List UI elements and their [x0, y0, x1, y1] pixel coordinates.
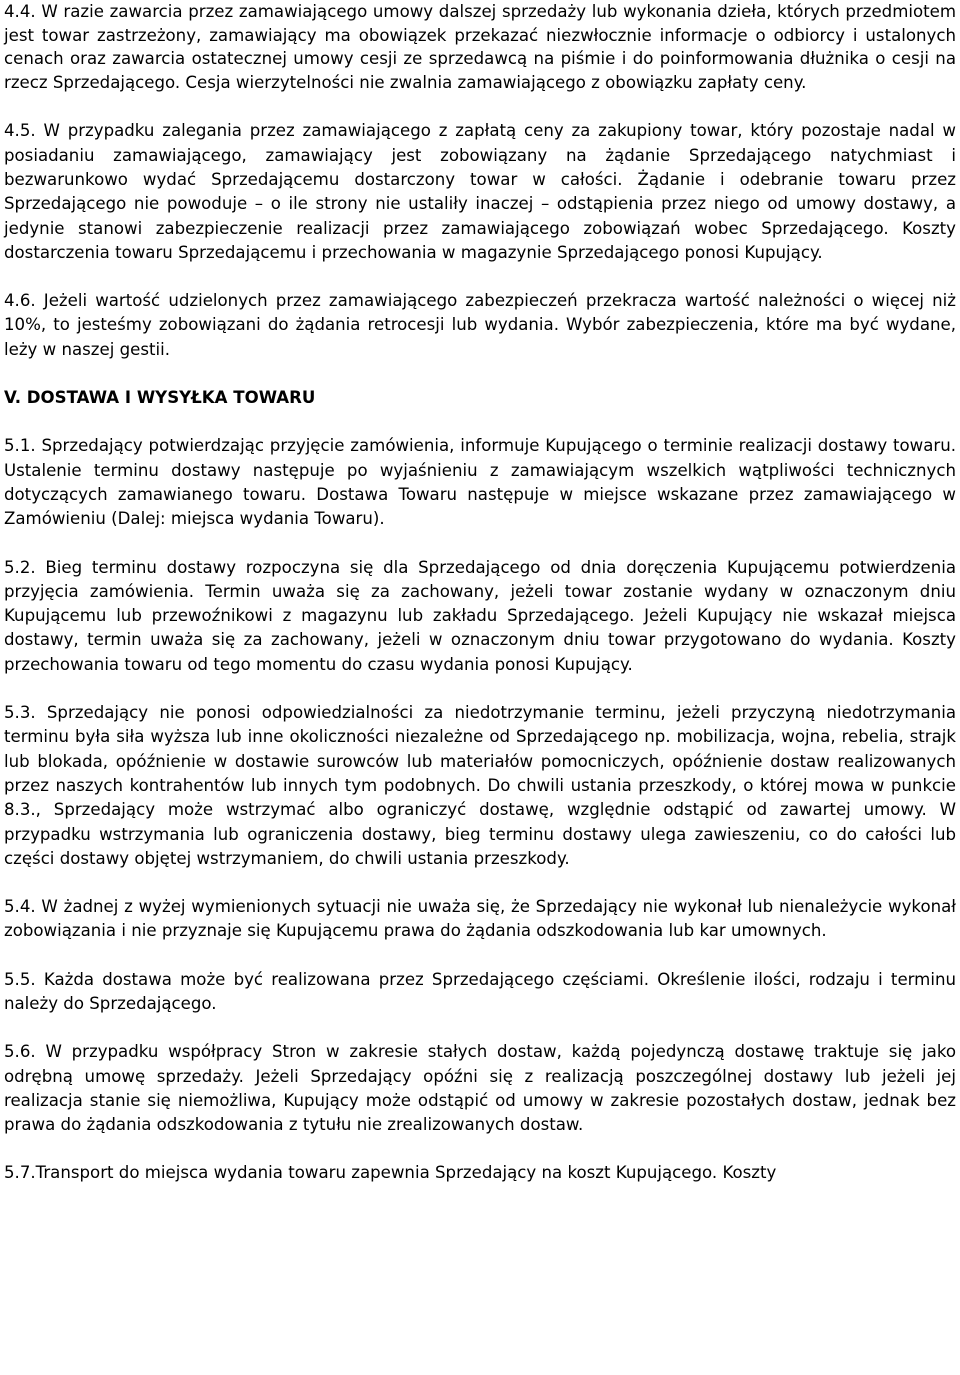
section-heading-v: V. DOSTAWA I WYSYŁKA TOWARU: [4, 388, 316, 408]
paragraph-5-7: 5.7.Transport do miejsca wydania towaru zapewnia Sprzedający na koszt Kupującego. Koszty: [4, 1163, 777, 1183]
paragraph-gap: [4, 1137, 956, 1161]
paragraph-5-1: 5.1. Sprzedający potwierdzając przyjęcie zamówienia, informuje Kupującego o terminie realizacji dostawy towaru. Ustalenie terminu dostawy następuje po wyjaśnieniu z zamawiającym wszelkich wątpliwości technicznych dotyczących zamawianego towaru. Dostawa Towaru następuje w miejsce wskazane przez zamawiającego w Zamówieniu (Dalej: miejsca wydania Towaru).: [4, 436, 956, 529]
paragraph-4-5: 4.5. W przypadku zalegania przez zamawiającego z zapłatą ceny za zakupiony towar, który pozostaje nadal w posiadaniu zamawiającego, zamawiający jest zobowiązany na żądanie Sprzedającego natychmiast i bezwarunkowo wydać Sprzedającemu dostarczony towar w całości. Żądanie i odebranie towaru przez Sprzedającego nie powoduje – o ile strony nie ustaliły inaczej – odstąpienia przez niego od umowy dostawy, a jedynie stanowi zabezpieczenie realizacji przez zamawiającego zobowiązań wobec Sprzedającego. Koszty dostarczenia towaru Sprzedającemu i przechowania w magazynie Sprzedającego ponosi Kupujący.: [4, 121, 956, 262]
paragraph-5-2: 5.2. Bieg terminu dostawy rozpoczyna się dla Sprzedającego od dnia doręczenia Kupującemu potwierdzenia przyjęcia zamówienia. Termin uważa się za zachowany, jeżeli towar zostanie wydany w oznaczonym dniu Kupującemu lub przewoźnikowi z magazynu lub zakładu Sprzedającego. Jeżeli Kupujący nie wskazał miejsca dostawy, termin uważa się za zachowany, jeżeli w oznaczonym dniu towar przygotowano do wydania. Koszty przechowania towaru od tego momentu do czasu wydania ponosi Kupujący.: [4, 557, 956, 674]
paragraph-4-4: 4.4. W razie zawarcia przez zamawiającego umowy dalszej sprzedaży lub wykonania dzieła, których przedmiotem jest towar zastrzeżony, zamawiający ma obowiązek przekazać niezwłocznie informacje o odbiorcy i ustalonych cenach oraz zawarcia ostatecznej umowy cesji ze sprzedawcą na piśmie i do poinformowania dłużnika o cesji na rzecz Sprzedającego. Cesja wierzytelności nie zwalnia zamawiającego z obowiązku zapłaty ceny.: [4, 2, 956, 92]
paragraph-5-5: 5.5. Każda dostawa może być realizowana przez Sprzedającego częściami. Określenie ilości, rodzaju i terminu należy do Sprzedającego.: [4, 969, 956, 1013]
paragraph-gap: [4, 265, 956, 289]
paragraph-gap: [4, 532, 956, 556]
paragraph-5-4: 5.4. W żadnej z wyżej wymienionych sytuacji nie uważa się, że Sprzedający nie wykonał lub nienależycie wykonał zobowiązania i nie przyznaje się Kupującemu prawa do żądania odszkodowania lub kar umownych.: [4, 897, 956, 941]
document-page: [4, 0, 956, 1186]
paragraph-gap: [4, 410, 956, 434]
paragraph-gap: [4, 1016, 956, 1040]
paragraph-5-3: 5.3. Sprzedający nie ponosi odpowiedzialności za niedotrzymanie terminu, jeżeli przyczyną niedotrzymania terminu była siła wyższa lub inne okoliczności niezależne od Sprzedającego np. mobilizacja, wojna, rebelia, strajk lub blokada, opóźnienie w dostawie surowców lub materiałów pomocniczych, opóźnienie dostaw realizowanych przez naszych kontrahentów lub innych tym podobnych. Do chwili ustania przeszkody, o której mowa w punkcie 8.3., Sprzedający może wstrzymać albo ograniczyć dostawę, względnie odstąpić od zawartej umowy. W przypadku wstrzymania lub ograniczenia dostawy, bieg terminu dostawy ulega zawieszeniu, co do całości lub części dostawy objętej wstrzymaniem, do chwili ustania przeszkody.: [4, 703, 956, 868]
paragraph-gap: [4, 362, 956, 386]
paragraph-gap: [4, 94, 956, 119]
paragraph-gap: [4, 871, 956, 895]
paragraph-gap: [4, 677, 956, 701]
paragraph-4-6: 4.6. Jeżeli wartość udzielonych przez zamawiającego zabezpieczeń przekracza wartość należności o więcej niż 10%, to jesteśmy zobowiązani do żądania retrocesji lub wydania. Wybór zabezpieczenia, które ma być wydane, leży w naszej gestii.: [4, 291, 956, 359]
paragraph-gap: [4, 944, 956, 968]
paragraph-5-6: 5.6. W przypadku współpracy Stron w zakresie stałych dostaw, każdą pojedynczą dostawę traktuje się jako odrębną umowę sprzedaży. Jeżeli Sprzedający opóźni się z realizacją poszczególnej dostawy lub jeżeli jej realizacja stanie się niemożliwa, Kupujący może odstąpić od umowy w zakresie pozostałych dostaw, jednak bez prawa do żądania odszkodowania z tytułu nie zrealizowanych dostaw.: [4, 1042, 956, 1135]
